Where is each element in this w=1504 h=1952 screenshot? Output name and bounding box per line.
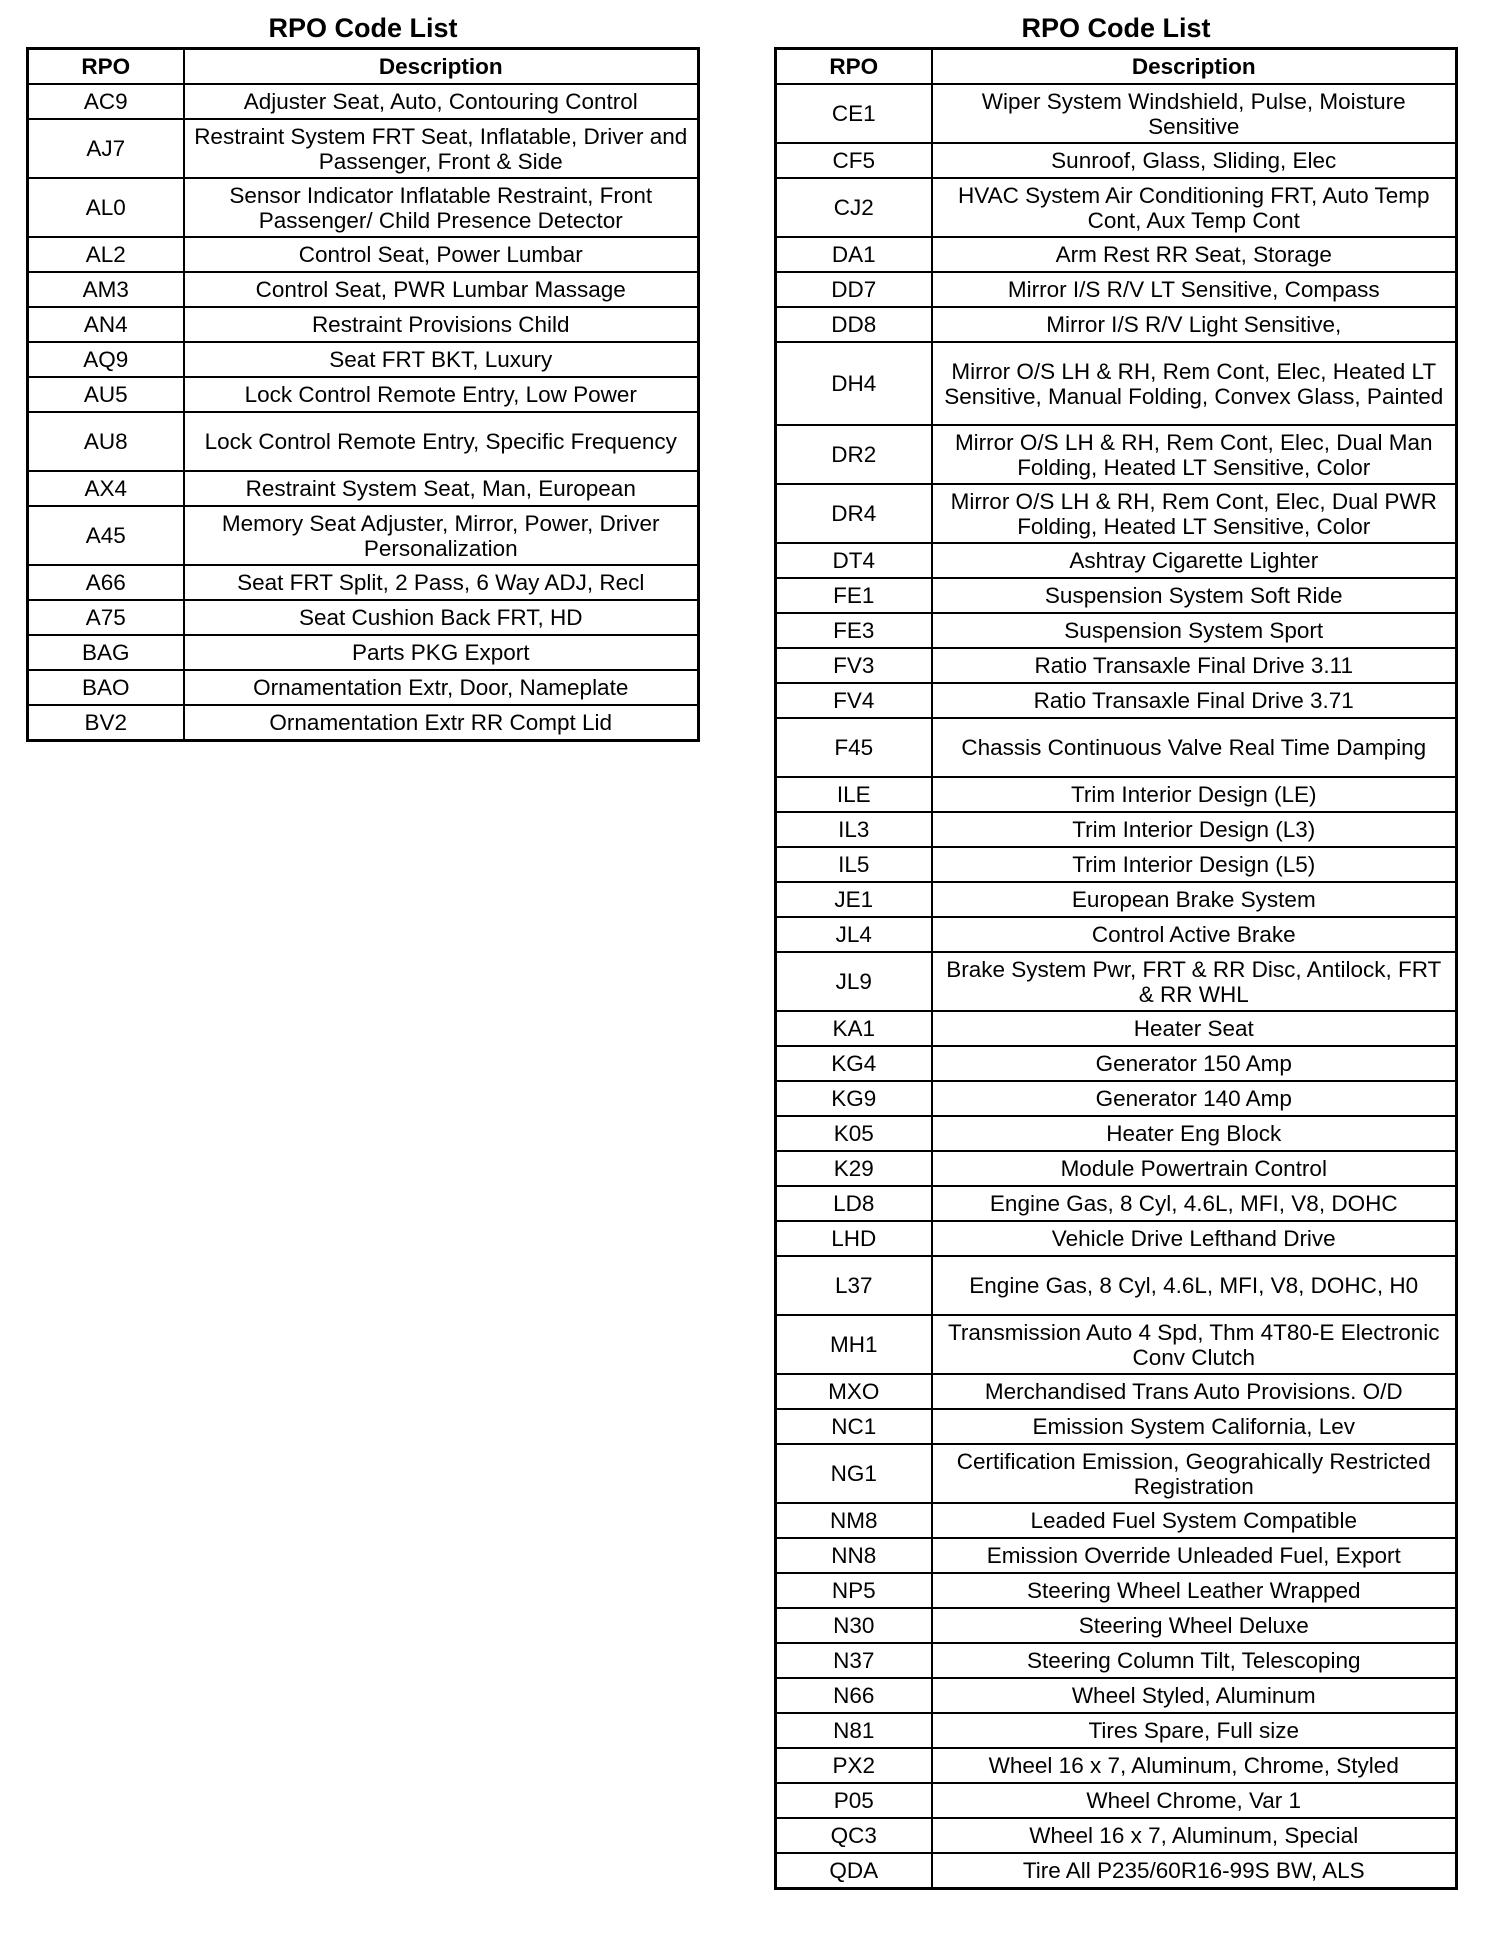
rpo-description: Ratio Transaxle Final Drive 3.71: [932, 683, 1457, 718]
rpo-code: AL0: [28, 178, 184, 237]
table-row: [776, 1046, 1457, 1081]
rpo-description: Seat FRT BKT, Luxury: [184, 342, 699, 377]
rpo-description: Ornamentation Extr RR Compt Lid: [184, 705, 699, 741]
rpo-code: L37: [776, 1256, 932, 1315]
rpo-description: Sensor Indicator Inflatable Restraint, Front Passenger/ Child Presence Detector: [184, 178, 699, 237]
table-row: [28, 412, 699, 471]
header-description: Description: [932, 49, 1457, 85]
rpo-code: IL5: [776, 847, 932, 882]
rpo-description: Heater Eng Block: [932, 1116, 1457, 1151]
table-row: [776, 1783, 1457, 1818]
rpo-code: JE1: [776, 882, 932, 917]
rpo-code: MXO: [776, 1374, 932, 1409]
table-row: [776, 882, 1457, 917]
rpo-code: IL3: [776, 812, 932, 847]
table-row: [776, 1151, 1457, 1186]
rpo-description: Transmission Auto 4 Spd, Thm 4T80-E Electronic Conv Clutch: [932, 1315, 1457, 1374]
rpo-code: AU8: [28, 412, 184, 471]
rpo-description: Generator 140 Amp: [932, 1081, 1457, 1116]
rpo-code: P05: [776, 1783, 932, 1818]
table-row: [28, 342, 699, 377]
rpo-code: KG4: [776, 1046, 932, 1081]
table-row: [776, 1853, 1457, 1889]
rpo-description: Seat FRT Split, 2 Pass, 6 Way ADJ, Recl: [184, 565, 699, 600]
rpo-code: K29: [776, 1151, 932, 1186]
table-row: [776, 143, 1457, 178]
rpo-code: KG9: [776, 1081, 932, 1116]
rpo-description: Mirror O/S LH & RH, Rem Cont, Elec, Dual Man Folding, Heated LT Sensitive, Color: [932, 425, 1457, 484]
rpo-description: Mirror O/S LH & RH, Rem Cont, Elec, Dual PWR Folding, Heated LT Sensitive, Color: [932, 484, 1457, 543]
rpo-description: Tire All P235/60R16-99S BW, ALS: [932, 1853, 1457, 1889]
table-header-row: [28, 49, 699, 85]
rpo-code: K05: [776, 1116, 932, 1151]
table-row: [776, 1538, 1457, 1573]
rpo-code: LHD: [776, 1221, 932, 1256]
rpo-code: DR4: [776, 484, 932, 543]
rpo-description: Engine Gas, 8 Cyl, 4.6L, MFI, V8, DOHC: [932, 1186, 1457, 1221]
rpo-description: Ratio Transaxle Final Drive 3.11: [932, 648, 1457, 683]
rpo-code: DR2: [776, 425, 932, 484]
table-row: [776, 1221, 1457, 1256]
rpo-code-list-left: [26, 0, 700, 742]
rpo-code: AQ9: [28, 342, 184, 377]
rpo-code: N37: [776, 1643, 932, 1678]
rpo-code: MH1: [776, 1315, 932, 1374]
rpo-description: Parts PKG Export: [184, 635, 699, 670]
rpo-description: Steering Wheel Leather Wrapped: [932, 1573, 1457, 1608]
rpo-description: Ashtray Cigarette Lighter: [932, 543, 1457, 578]
rpo-description: Leaded Fuel System Compatible: [932, 1503, 1457, 1538]
table-row: [28, 307, 699, 342]
table-row: [776, 1011, 1457, 1046]
table-row: [776, 1678, 1457, 1713]
rpo-code: CE1: [776, 84, 932, 143]
rpo-code: DD8: [776, 307, 932, 342]
rpo-code: JL4: [776, 917, 932, 952]
table-row: [776, 425, 1457, 484]
rpo-code: DH4: [776, 342, 932, 425]
table-row: [776, 1444, 1457, 1503]
table-row: [28, 471, 699, 506]
table-row: [776, 1116, 1457, 1151]
rpo-description: Mirror I/S R/V LT Sensitive, Compass: [932, 272, 1457, 307]
rpo-code: NM8: [776, 1503, 932, 1538]
rpo-description: Trim Interior Design (L5): [932, 847, 1457, 882]
rpo-code: FE3: [776, 613, 932, 648]
rpo-description: Mirror O/S LH & RH, Rem Cont, Elec, Heated LT Sensitive, Manual Folding, Convex Glass, Painted: [932, 342, 1457, 425]
rpo-code: QDA: [776, 1853, 932, 1889]
rpo-description: Module Powertrain Control: [932, 1151, 1457, 1186]
rpo-code: BAG: [28, 635, 184, 670]
rpo-code: DT4: [776, 543, 932, 578]
rpo-code: BAO: [28, 670, 184, 705]
table-row: [776, 952, 1457, 1011]
rpo-code: N66: [776, 1678, 932, 1713]
rpo-code: FE1: [776, 578, 932, 613]
rpo-code: AN4: [28, 307, 184, 342]
rpo-description: Mirror I/S R/V Light Sensitive,: [932, 307, 1457, 342]
table-row: [776, 917, 1457, 952]
table-row: [776, 1713, 1457, 1748]
rpo-code: PX2: [776, 1748, 932, 1783]
rpo-description: Lock Control Remote Entry, Low Power: [184, 377, 699, 412]
rpo-description: Heater Seat: [932, 1011, 1457, 1046]
rpo-description: Adjuster Seat, Auto, Contouring Control: [184, 84, 699, 119]
rpo-description: Trim Interior Design (L3): [932, 812, 1457, 847]
rpo-code: NN8: [776, 1538, 932, 1573]
rpo-description: Steering Column Tilt, Telescoping: [932, 1643, 1457, 1678]
header-description: Description: [184, 49, 699, 85]
rpo-description: Emission System California, Lev: [932, 1409, 1457, 1444]
rpo-description: Merchandised Trans Auto Provisions. O/D: [932, 1374, 1457, 1409]
rpo-code: AL2: [28, 237, 184, 272]
rpo-description: Seat Cushion Back FRT, HD: [184, 600, 699, 635]
header-rpo: RPO: [776, 49, 932, 85]
rpo-description: Chassis Continuous Valve Real Time Damping: [932, 718, 1457, 777]
rpo-code: AU5: [28, 377, 184, 412]
table-row: [776, 307, 1457, 342]
table-row: [776, 1608, 1457, 1643]
rpo-description: Control Seat, PWR Lumbar Massage: [184, 272, 699, 307]
rpo-code: AX4: [28, 471, 184, 506]
table-row: [776, 1081, 1457, 1116]
left-list-title: RPO Code List: [268, 13, 458, 43]
table-row: [776, 84, 1457, 143]
rpo-description: European Brake System: [932, 882, 1457, 917]
rpo-code: QC3: [776, 1818, 932, 1853]
rpo-description: Emission Override Unleaded Fuel, Export: [932, 1538, 1457, 1573]
table-row: [28, 119, 699, 178]
table-row: [776, 1315, 1457, 1374]
rpo-description: Certification Emission, Geograhically Restricted Registration: [932, 1444, 1457, 1503]
rpo-code: N30: [776, 1608, 932, 1643]
right-rpo-table: [774, 47, 1458, 1890]
rpo-description: Memory Seat Adjuster, Mirror, Power, Driver Personalization: [184, 506, 699, 565]
table-row: [776, 1643, 1457, 1678]
rpo-code: NG1: [776, 1444, 932, 1503]
rpo-code: CJ2: [776, 178, 932, 237]
table-row: [776, 683, 1457, 718]
table-row: [776, 578, 1457, 613]
rpo-code: ILE: [776, 777, 932, 812]
rpo-description: Wiper System Windshield, Pulse, Moisture Sensitive: [932, 84, 1457, 143]
table-row: [28, 565, 699, 600]
table-row: [776, 718, 1457, 777]
rpo-description: Suspension System Soft Ride: [932, 578, 1457, 613]
header-rpo: RPO: [28, 49, 184, 85]
rpo-description: Restraint Provisions Child: [184, 307, 699, 342]
rpo-code: A66: [28, 565, 184, 600]
table-row: [776, 237, 1457, 272]
rpo-code: NP5: [776, 1573, 932, 1608]
table-row: [28, 670, 699, 705]
rpo-code: CF5: [776, 143, 932, 178]
rpo-description: Control Active Brake: [932, 917, 1457, 952]
rpo-code-list-right: [774, 0, 1458, 1890]
rpo-description: Generator 150 Amp: [932, 1046, 1457, 1081]
table-row: [776, 1256, 1457, 1315]
table-row: [28, 705, 699, 741]
table-row: [28, 377, 699, 412]
rpo-description: Wheel 16 x 7, Aluminum, Special: [932, 1818, 1457, 1853]
table-row: [776, 613, 1457, 648]
table-row: [28, 237, 699, 272]
rpo-code: FV4: [776, 683, 932, 718]
table-row: [776, 1374, 1457, 1409]
table-header-row: [776, 49, 1457, 85]
rpo-description: Steering Wheel Deluxe: [932, 1608, 1457, 1643]
table-row: [28, 272, 699, 307]
table-row: [776, 777, 1457, 812]
table-row: [776, 847, 1457, 882]
rpo-description: HVAC System Air Conditioning FRT, Auto Temp Cont, Aux Temp Cont: [932, 178, 1457, 237]
rpo-code: A75: [28, 600, 184, 635]
rpo-code: DD7: [776, 272, 932, 307]
rpo-code: KA1: [776, 1011, 932, 1046]
table-row: [776, 812, 1457, 847]
left-rpo-table: [26, 47, 700, 742]
rpo-code: AM3: [28, 272, 184, 307]
table-row: [776, 342, 1457, 425]
rpo-code: AJ7: [28, 119, 184, 178]
rpo-description: Brake System Pwr, FRT & RR Disc, Antilock, FRT & RR WHL: [932, 952, 1457, 1011]
table-row: [28, 178, 699, 237]
rpo-description: Tires Spare, Full size: [932, 1713, 1457, 1748]
table-row: [776, 543, 1457, 578]
rpo-description: Ornamentation Extr, Door, Nameplate: [184, 670, 699, 705]
rpo-code: BV2: [28, 705, 184, 741]
table-row: [776, 648, 1457, 683]
rpo-description: Restraint System FRT Seat, Inflatable, Driver and Passenger, Front & Side: [184, 119, 699, 178]
right-list-title: RPO Code List: [1021, 13, 1211, 43]
table-row: [776, 1573, 1457, 1608]
table-row: [776, 272, 1457, 307]
table-row: [776, 1409, 1457, 1444]
rpo-description: Wheel 16 x 7, Aluminum, Chrome, Styled: [932, 1748, 1457, 1783]
table-row: [28, 635, 699, 670]
rpo-description: Wheel Chrome, Var 1: [932, 1783, 1457, 1818]
table-row: [776, 1186, 1457, 1221]
rpo-description: Lock Control Remote Entry, Specific Frequency: [184, 412, 699, 471]
table-row: [28, 84, 699, 119]
rpo-description: Restraint System Seat, Man, European: [184, 471, 699, 506]
rpo-code: A45: [28, 506, 184, 565]
rpo-code: JL9: [776, 952, 932, 1011]
rpo-description: Control Seat, Power Lumbar: [184, 237, 699, 272]
rpo-code: AC9: [28, 84, 184, 119]
rpo-code: LD8: [776, 1186, 932, 1221]
rpo-code: N81: [776, 1713, 932, 1748]
rpo-description: Arm Rest RR Seat, Storage: [932, 237, 1457, 272]
rpo-code: NC1: [776, 1409, 932, 1444]
rpo-description: Suspension System Sport: [932, 613, 1457, 648]
rpo-description: Vehicle Drive Lefthand Drive: [932, 1221, 1457, 1256]
rpo-description: Sunroof, Glass, Sliding, Elec: [932, 143, 1457, 178]
table-row: [28, 506, 699, 565]
table-row: [776, 1748, 1457, 1783]
table-row: [776, 178, 1457, 237]
rpo-code: DA1: [776, 237, 932, 272]
rpo-description: Engine Gas, 8 Cyl, 4.6L, MFI, V8, DOHC, H0: [932, 1256, 1457, 1315]
rpo-description: Wheel Styled, Aluminum: [932, 1678, 1457, 1713]
table-row: [28, 600, 699, 635]
table-row: [776, 1503, 1457, 1538]
table-row: [776, 1818, 1457, 1853]
rpo-code: F45: [776, 718, 932, 777]
table-row: [776, 484, 1457, 543]
rpo-code: FV3: [776, 648, 932, 683]
rpo-description: Trim Interior Design (LE): [932, 777, 1457, 812]
